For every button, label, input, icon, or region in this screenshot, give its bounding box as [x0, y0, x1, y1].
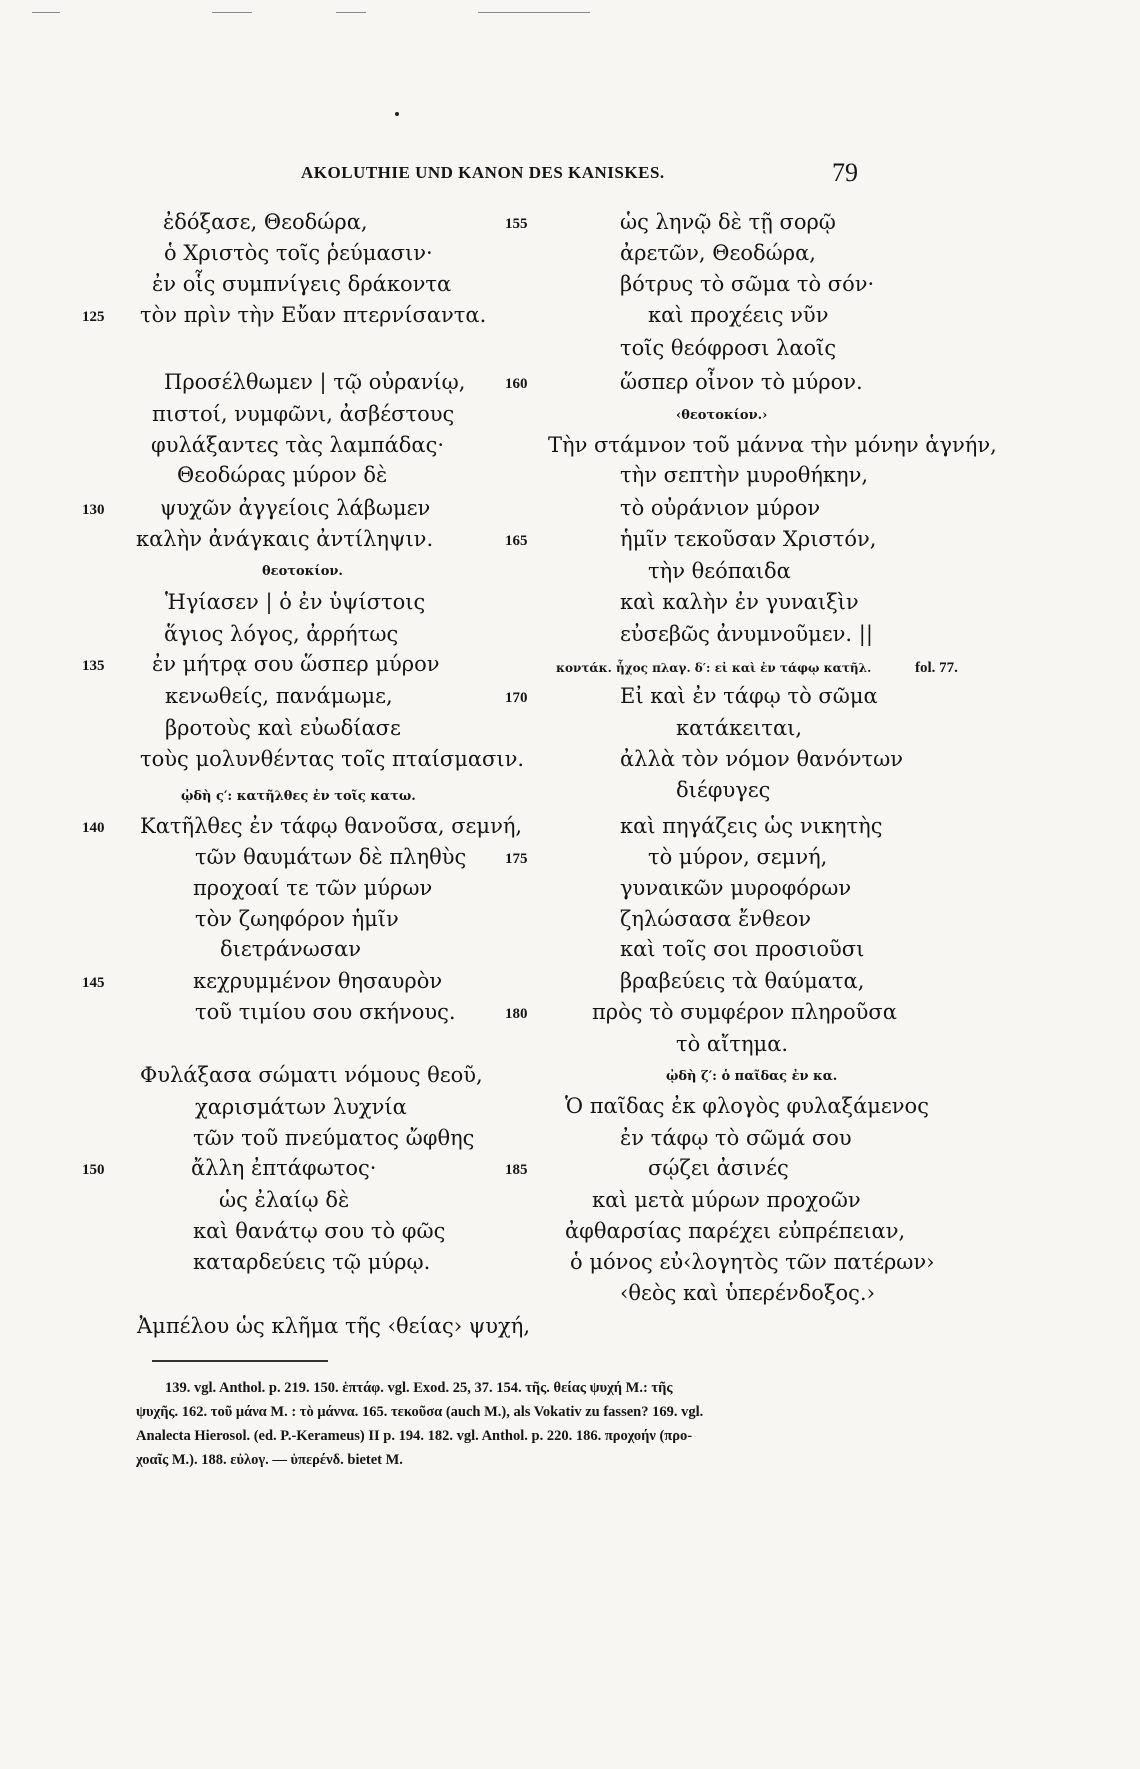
- verse-line: Ἡγίασεν | ὁ ἐν ὑψίστοις: [165, 590, 426, 614]
- verse-line: τοὺς μολυνθέντας τοῖς πταίσμασιν.: [140, 747, 525, 771]
- verse-line: Εἰ καὶ ἐν τάφῳ τὸ σῶμα: [620, 684, 878, 708]
- verse-line: κεχρυμμένον θησαυρὸν: [193, 969, 443, 993]
- line-number: 165: [505, 533, 528, 549]
- rubric: ᾠδὴ ς′: κατῆλθες ἐν τοῖς κατω.: [181, 789, 416, 804]
- verse-line: διέφυγες: [676, 778, 771, 802]
- verse-line: κενωθείς, πανάμωμε,: [165, 684, 393, 708]
- verse-line: σῴζει ἀσινές: [648, 1156, 789, 1180]
- verse-line: ἐδόξασε, Θεοδώρα,: [163, 210, 368, 234]
- verse-line: ἀρετῶν, Θεοδώρα,: [620, 241, 816, 265]
- verse-line: ἐν οἷς συμπνίγεις δράκοντα: [152, 272, 452, 296]
- verse-line: καταρδεύεις τῷ μύρῳ.: [193, 1250, 431, 1274]
- verse-line: τὸ οὐράνιον μύρον: [620, 496, 821, 520]
- line-number: 180: [505, 1006, 528, 1022]
- verse-line: ἐν τάφῳ τὸ σῶμά σου: [620, 1126, 852, 1150]
- verse-line: ψυχῶν ἀγγείοις λάβωμεν: [160, 496, 431, 520]
- footnote-divider: [152, 1360, 328, 1362]
- line-number: 135: [82, 658, 105, 674]
- verse-line: τοῖς θεόφροσι λαοῖς: [620, 336, 837, 360]
- verse-line: ἄλλη ἐπτάφωτος·: [191, 1156, 377, 1180]
- folio-note: fol. 77.: [915, 660, 958, 676]
- verse-line: Προσέλθωμεν | τῷ οὐρανίῳ,: [164, 370, 466, 394]
- rubric: θεοτοκίον.: [262, 564, 343, 579]
- scan-mark: [32, 12, 60, 13]
- verse-line: πρὸς τὸ συμφέρον πληροῦσα: [592, 1000, 897, 1024]
- verse-line: τοῦ τιμίου σου σκήνους.: [195, 1000, 456, 1024]
- verse-line: ἀφθαρσίας παρέχει εὐπρέπειαν,: [565, 1219, 906, 1243]
- verse-line: ἀλλὰ τὸν νόμον θανόντων: [620, 747, 904, 771]
- verse-line: καλὴν ἀνάγκαις ἀντίληψιν.: [136, 527, 434, 551]
- line-number: 185: [505, 1162, 528, 1178]
- line-number: 125: [82, 309, 105, 325]
- verse-line: ὥσπερ οἶνον τὸ μύρον.: [620, 370, 863, 394]
- verse-line: τὸν ζωηφόρον ἡμῖν: [195, 907, 399, 931]
- footnote-line: χοαῖς M.). 188. εὐλογ. — ὑπερένδ. bietet M.: [136, 1452, 403, 1468]
- verse-line: ‹θεὸς καὶ ὑπερένδοξος.›: [620, 1281, 875, 1305]
- rubric: ‹θεοτοκίον.›: [676, 408, 768, 423]
- footnote-line: Analecta Hierosol. (ed. P.-Kerameus) II p. 194. 182. vgl. Anthol. p. 220. 186. προχοήν (προ-: [136, 1428, 693, 1444]
- verse-line: πιστοί, νυμφῶνι, ἀσβέστους: [152, 402, 455, 426]
- verse-line: καὶ τοῖς σοι προσιοῦσι: [620, 937, 865, 961]
- verse-line: τὸν πρὶν τὴν Εὔαν πτερνίσαντα.: [140, 303, 487, 327]
- verse-line: τῶν θαυμάτων δὲ πληθὺς: [195, 845, 467, 869]
- verse-line: Τὴν στάμνον τοῦ μάννα τὴν μόνην ἁγνήν,: [548, 433, 997, 457]
- verse-line: κατάκειται,: [676, 716, 803, 740]
- running-header: AKOLUTHIE UND KANON DES KANISKES.: [301, 163, 665, 182]
- verse-line: ὡς ἐλαίῳ δὲ: [219, 1188, 350, 1212]
- verse-line: διετράνωσαν: [220, 937, 362, 961]
- verse-line: τὴν θεόπαιδα: [648, 559, 791, 583]
- ink-speck: [395, 112, 399, 116]
- line-number: 130: [82, 502, 105, 518]
- verse-line: Ἀμπέλου ὡς κλῆμα τῆς ‹θείας› ψυχή,: [137, 1314, 530, 1338]
- verse-line: Φυλάξασα σώματι νόμους θεοῦ,: [140, 1063, 483, 1087]
- verse-line: γυναικῶν μυροφόρων: [620, 876, 852, 900]
- verse-line: βροτοὺς καὶ εὐωδίασε: [165, 716, 401, 740]
- line-number: 140: [82, 820, 105, 836]
- verse-line: χαρισμάτων λυχνία: [195, 1095, 407, 1119]
- rubric: ᾠδὴ ζ′: ὁ παῖδας ἐν κα.: [666, 1069, 838, 1084]
- verse-line: ὁ μόνος εὐ‹λογητὸς τῶν πατέρων›: [570, 1250, 935, 1274]
- verse-line: ὡς ληνῷ δὲ τῇ σορῷ: [620, 210, 836, 234]
- footnote-line: 139. vgl. Anthol. p. 219. 150. ἑπτάφ. vgl. Exod. 25, 37. 154. τῆς. θείας ψυχή M.: τῆς: [165, 1380, 673, 1396]
- verse-line: καὶ θανάτῳ σου τὸ φῶς: [193, 1219, 446, 1243]
- line-number: 170: [505, 690, 528, 706]
- verse-line: βότρυς τὸ σῶμα τὸ σόν·: [620, 272, 875, 296]
- verse-line: φυλάξαντες τὰς λαμπάδας·: [151, 433, 445, 457]
- line-number: 145: [82, 975, 105, 991]
- verse-line: ὁ Χριστὸς τοῖς ῥεύμασιν·: [164, 241, 433, 265]
- verse-line: τὸ μύρον, σεμνή,: [648, 845, 828, 869]
- page-number: 79: [832, 158, 858, 187]
- rubric: κοντάκ. ἦχος πλαγ. δ′: εἰ καὶ ἐν τάφῳ κατῆλ.: [556, 661, 872, 675]
- footnote-line: ψυχῆς. 162. τοῦ μάνα M. : τὸ μάννα. 165. τεκοῦσα (auch M.), als Vokativ zu fassen? 169. vgl.: [136, 1404, 704, 1420]
- verse-line: καὶ μετὰ μύρων προχοῶν: [592, 1188, 861, 1212]
- verse-line: προχοαί τε τῶν μύρων: [193, 876, 433, 900]
- verse-line: τὸ αἴτημα.: [676, 1032, 789, 1056]
- verse-line: ἐν μήτρᾳ σου ὥσπερ μύρον: [152, 652, 440, 676]
- verse-line: καὶ καλὴν ἐν γυναιξὶν: [620, 590, 859, 614]
- verse-line: Κατῆλθες ἐν τάφῳ θανοῦσα, σεμνή,: [140, 814, 523, 838]
- verse-line: τὴν σεπτὴν μυροθήκην,: [620, 463, 869, 487]
- line-number: 150: [82, 1162, 105, 1178]
- verse-line: καὶ προχέεις νῦν: [648, 303, 829, 327]
- verse-line: βραβεύεις τὰ θαύματα,: [620, 969, 865, 993]
- verse-line: καὶ πηγάζεις ὡς νικητὴς: [620, 814, 883, 838]
- verse-line: Ὁ παῖδας ἐκ φλογὸς φυλαξάμενος: [565, 1094, 929, 1118]
- verse-line: ἡμῖν τεκοῦσαν Χριστόν,: [620, 527, 877, 551]
- verse-line: ζηλώσασα ἔνθεον: [620, 907, 812, 931]
- verse-line: τῶν τοῦ πνεύματος ὤφθης: [193, 1126, 475, 1150]
- scan-mark: [212, 12, 252, 13]
- line-number: 155: [505, 216, 528, 232]
- line-number: 175: [505, 851, 528, 867]
- verse-line: εὐσεβῶς ἀνυμνοῦμεν. ||: [620, 622, 873, 646]
- scan-mark: [478, 12, 590, 13]
- verse-line: ἅγιος λόγος, ἀρρήτως: [164, 622, 399, 646]
- line-number: 160: [505, 376, 528, 392]
- scan-mark: [336, 12, 366, 13]
- verse-line: Θεοδώρας μύρον δὲ: [177, 463, 388, 487]
